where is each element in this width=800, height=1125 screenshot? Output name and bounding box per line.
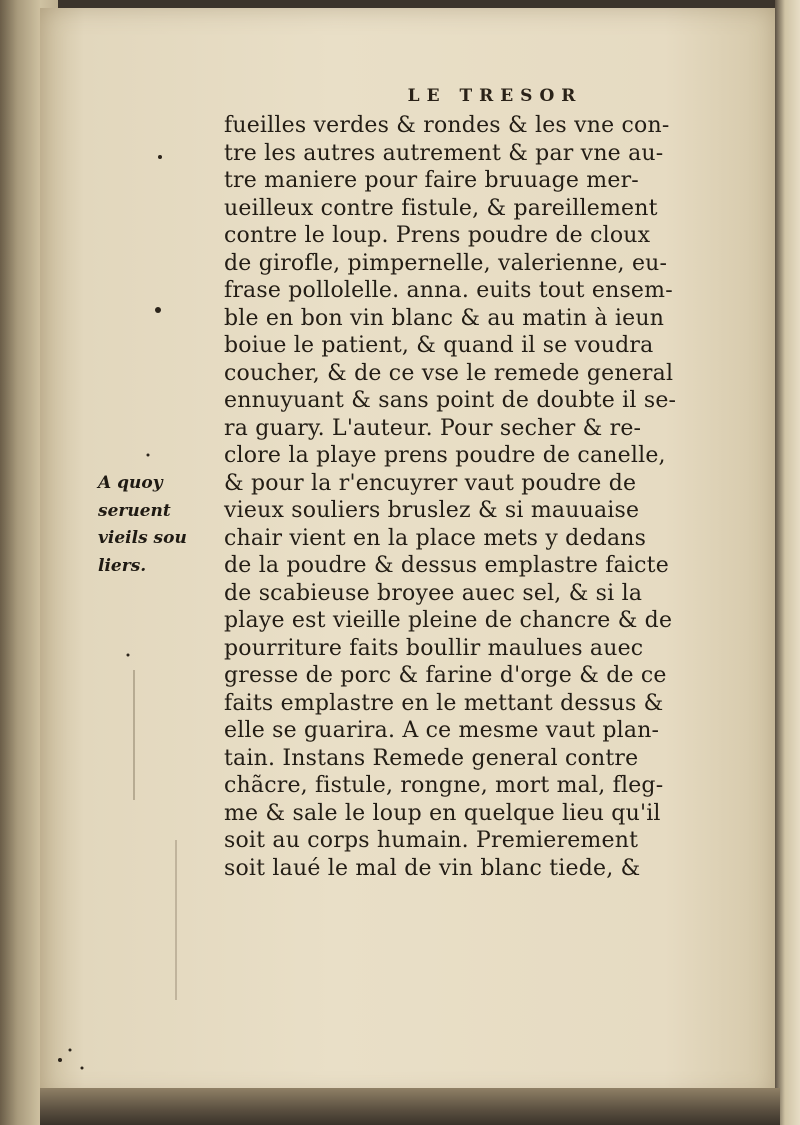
- text-line: tain. Instans Remede general contre: [224, 745, 639, 771]
- text-line: boiue le patient, & quand il se voudra: [224, 333, 654, 358]
- text-line: vieux souliers bruslez & si mauuaise: [224, 498, 640, 523]
- text-line: de girofle, pimpernelle, valerienne, eu-: [224, 250, 668, 276]
- text-line: fueilles verdes & rondes & les vne con-: [224, 113, 670, 138]
- text-line: de la poudre & dessus emplastre faicte: [224, 553, 669, 578]
- margin-note: [98, 470, 223, 580]
- margin-note-line: liers.: [98, 555, 147, 576]
- text-line: me & sale le loup en quelque lieu qu'il: [224, 800, 661, 826]
- text-line: ennuyuant & sans point de doubte il se-: [224, 388, 677, 413]
- text-line: faits emplastre en le mettant dessus &: [224, 690, 664, 716]
- text-line: clore la playe prens poudre de canelle,: [224, 443, 666, 468]
- text-line: ble en bon vin blanc & au matin à ieun: [224, 305, 665, 331]
- page-bottom-edge: [40, 1088, 780, 1125]
- running-head: LE TRESOR: [407, 86, 583, 106]
- text-line: coucher, & de ce vse le remede general: [224, 360, 674, 386]
- margin-note-line: seruent: [98, 500, 171, 521]
- text-line: & pour la r'encuyrer vaut poudre de: [224, 470, 637, 496]
- text-line: chair vient en la place mets y dedans: [224, 525, 647, 551]
- text-line: ra guary. L'auteur. Pour secher & re-: [224, 415, 642, 441]
- margin-note-line: A quoy: [98, 473, 163, 493]
- text-line: ueilleux contre fistule, & pareillement: [224, 195, 658, 221]
- margin-note-line: vieils sou: [98, 528, 187, 548]
- text-line: tre maniere pour faire bruuage mer-: [224, 168, 639, 193]
- text-line: soit laué le mal de vin blanc tiede, &: [224, 855, 641, 881]
- text-line: contre le loup. Prens poudre de cloux: [224, 223, 651, 248]
- body-text: [224, 112, 744, 882]
- text-line: elle se guarira. A ce mesme vaut plan-: [224, 718, 660, 743]
- text-line: playe est vieille pleine de chancre & de: [224, 608, 673, 633]
- text-line: soit au corps humain. Premierement: [224, 828, 639, 853]
- text-line: gresse de porc & farine d'orge & de ce: [224, 663, 667, 688]
- text-line: pourriture faits boullir maulues auec: [224, 635, 644, 661]
- text-line: chãcre, fistule, rongne, mort mal, fleg-: [224, 773, 664, 798]
- text-line: de scabieuse broyee auec sel, & si la: [224, 580, 643, 606]
- text-line: tre les autres autrement & par vne au-: [224, 140, 664, 166]
- facing-page-edge: [775, 0, 800, 1125]
- text-line: frase pollolelle. anna. euits tout ensem-: [224, 278, 673, 303]
